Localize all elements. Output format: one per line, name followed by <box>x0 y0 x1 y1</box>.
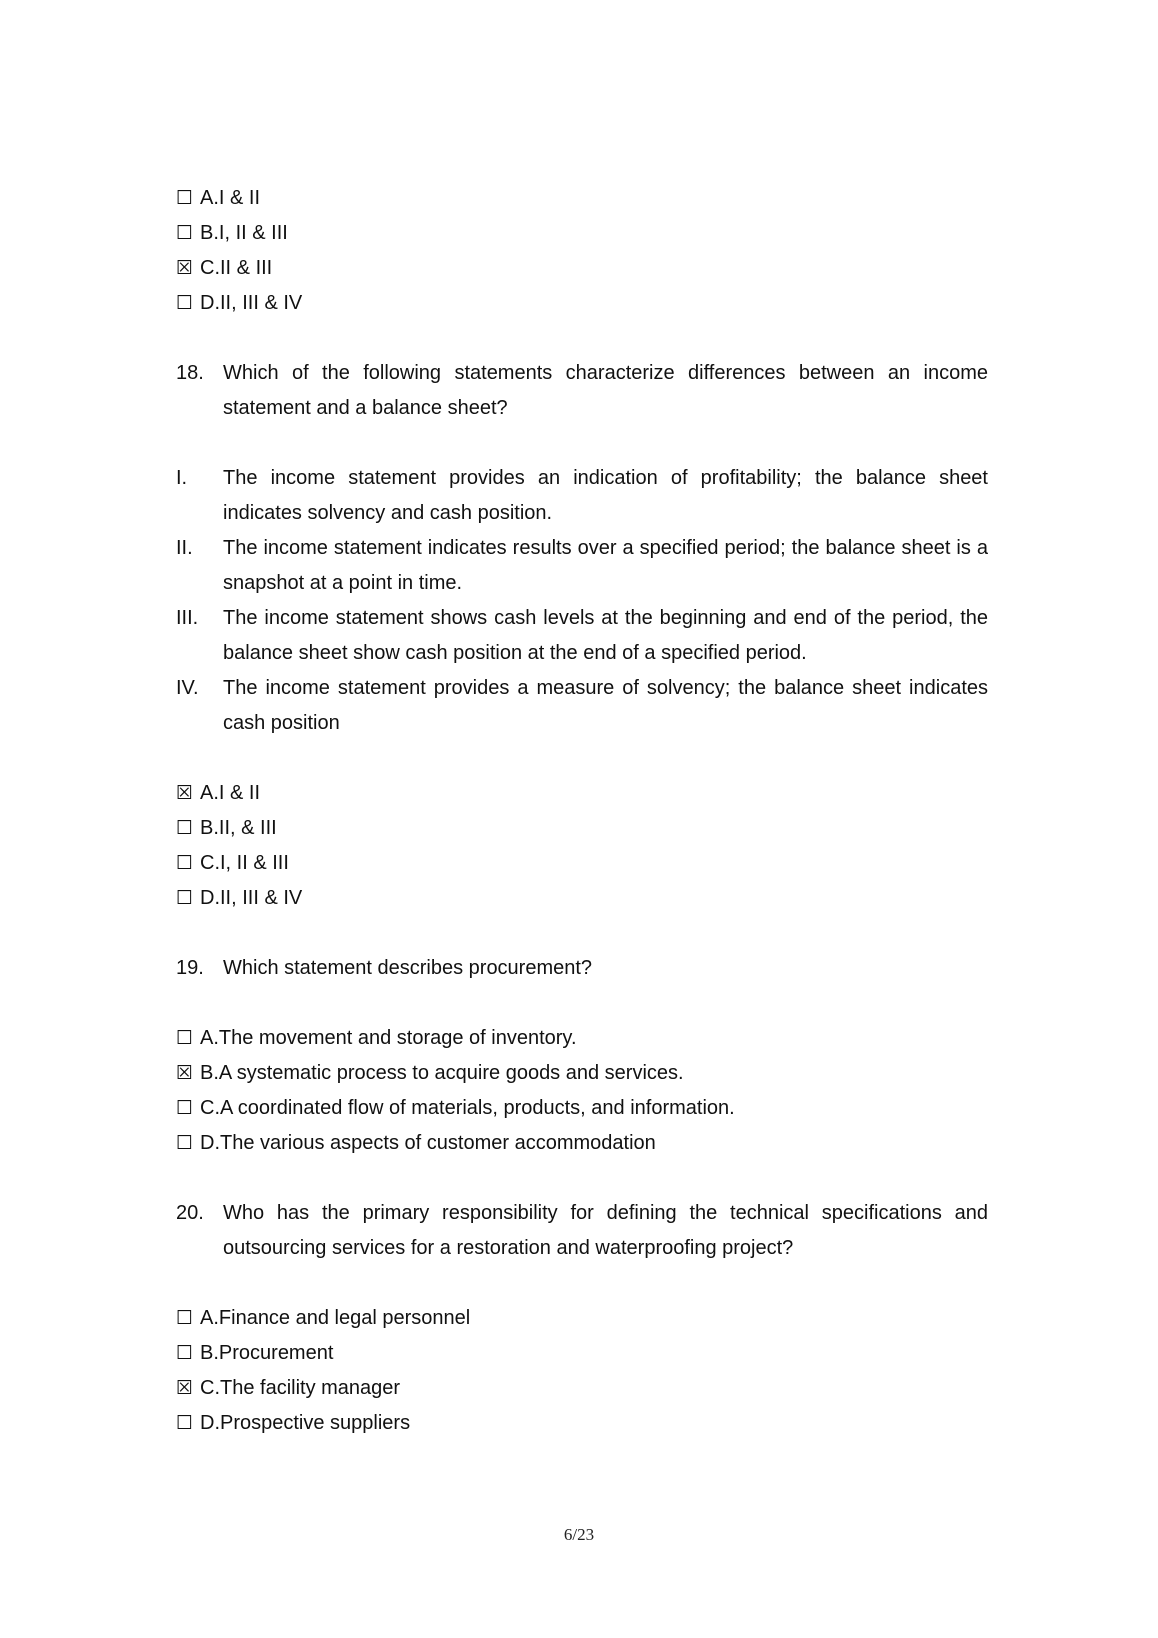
checkbox-checked-icon[interactable]: ☒ <box>176 782 194 804</box>
question-number: 19. <box>176 957 204 979</box>
question-text: Who has the primary responsibility for defining the technical specifications and outsourcing services for a restoration and waterproofing project? <box>223 1202 988 1259</box>
q17-option-d[interactable]: ☐ D.II, III & IV <box>176 286 988 321</box>
checkbox-checked-icon[interactable]: ☒ <box>176 1377 194 1399</box>
checkbox-checked-icon[interactable]: ☒ <box>176 257 194 279</box>
q18-option-b[interactable]: ☐ B.II, & III <box>176 811 988 846</box>
checkbox-unchecked-icon[interactable]: ☐ <box>176 887 194 909</box>
q18-option-a[interactable]: ☒ A.I & II <box>176 776 988 811</box>
q17-option-a[interactable]: ☐ A.I & II <box>176 181 988 216</box>
checkbox-unchecked-icon[interactable]: ☐ <box>176 1097 194 1119</box>
q19-option-a[interactable]: ☐ A.The movement and storage of inventory. <box>176 1021 988 1056</box>
q17-option-b[interactable]: ☐ B.I, II & III <box>176 216 988 251</box>
question-text: Which statement describes procurement? <box>223 957 593 979</box>
q17-options <box>176 181 988 321</box>
q19-options <box>176 1021 988 1161</box>
statement-i: I. The income statement provides an indication of profitability; the balance sheet indicates solvency and cash position. <box>176 467 988 524</box>
question-text: Which of the following statements characterize differences between an income statement and a balance sheet? <box>223 362 988 419</box>
question-19 <box>176 951 988 986</box>
q19-option-c[interactable]: ☐ C.A coordinated flow of materials, products, and information. <box>176 1091 988 1126</box>
q20-option-b[interactable]: ☐ B.Procurement <box>176 1336 988 1371</box>
checkbox-checked-icon[interactable]: ☒ <box>176 1062 194 1084</box>
statement-iv: IV. The income statement provides a measure of solvency; the balance sheet indicates cash position <box>176 677 988 734</box>
q18-statements <box>176 461 988 741</box>
q19-option-b[interactable]: ☒ B.A systematic process to acquire goods and services. <box>176 1056 988 1091</box>
q20-option-d[interactable]: ☐ D.Prospective suppliers <box>176 1406 988 1441</box>
page-number: 6/23 <box>563 1525 595 1544</box>
checkbox-unchecked-icon[interactable]: ☐ <box>176 292 194 314</box>
question-number: 18. <box>176 362 204 384</box>
statement-ii: II. The income statement indicates results over a specified period; the balance sheet is a snapshot at a point in time. <box>176 537 988 594</box>
checkbox-unchecked-icon[interactable]: ☐ <box>176 1342 194 1364</box>
question-18 <box>176 356 988 426</box>
checkbox-unchecked-icon[interactable]: ☐ <box>176 1412 194 1434</box>
q19-option-d[interactable]: ☐ D.The various aspects of customer accommodation <box>176 1126 988 1161</box>
checkbox-unchecked-icon[interactable]: ☐ <box>176 222 194 244</box>
checkbox-unchecked-icon[interactable]: ☐ <box>176 1132 194 1154</box>
q20-options <box>176 1301 988 1441</box>
question-20 <box>176 1196 988 1266</box>
document-page <box>176 181 988 1441</box>
q20-option-a[interactable]: ☐ A.Finance and legal personnel <box>176 1301 988 1336</box>
q18-option-c[interactable]: ☐ C.I, II & III <box>176 846 988 881</box>
checkbox-unchecked-icon[interactable]: ☐ <box>176 187 194 209</box>
q18-option-d[interactable]: ☐ D.II, III & IV <box>176 881 988 916</box>
checkbox-unchecked-icon[interactable]: ☐ <box>176 852 194 874</box>
checkbox-unchecked-icon[interactable]: ☐ <box>176 1027 194 1049</box>
q17-option-c[interactable]: ☒ C.II & III <box>176 251 988 286</box>
question-number: 20. <box>176 1202 204 1224</box>
checkbox-unchecked-icon[interactable]: ☐ <box>176 817 194 839</box>
statement-iii: III. The income statement shows cash levels at the beginning and end of the period, the balance sheet show cash position at the end of a specified period. <box>176 607 988 664</box>
q20-option-c[interactable]: ☒ C.The facility manager <box>176 1371 988 1406</box>
q18-options <box>176 776 988 916</box>
checkbox-unchecked-icon[interactable]: ☐ <box>176 1307 194 1329</box>
